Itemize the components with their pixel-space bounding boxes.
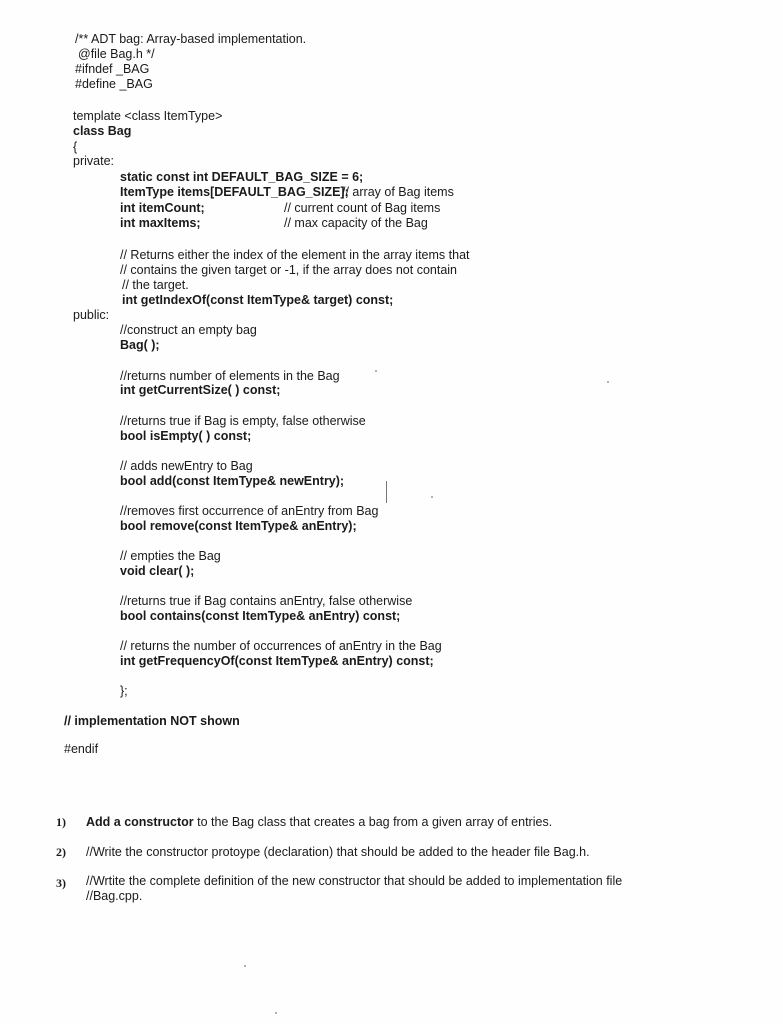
- getindex-comment-2: // contains the given target or -1, if the array does not contain: [120, 263, 457, 277]
- define-directive: #define _BAG: [75, 77, 153, 91]
- getindex-declaration: int getIndexOf(const ItemType& target) const;: [122, 293, 394, 307]
- question-3-text-line-2: //Bag.cpp.: [86, 889, 143, 903]
- isempty-declaration: bool isEmpty( ) const;: [120, 429, 252, 443]
- question-3-number: 3): [56, 876, 66, 890]
- ctor-declaration: Bag( );: [120, 338, 160, 352]
- doc-comment-line-1: /** ADT bag: Array-based implementation.: [75, 32, 307, 46]
- getindex-comment-1: // Returns either the index of the element in the array items that: [120, 248, 470, 262]
- endif-directive: #endif: [64, 742, 99, 756]
- items-comment: // array of Bag items: [342, 185, 454, 199]
- question-1-lead: Add a constructor: [86, 815, 194, 829]
- implementation-note: // implementation NOT shown: [64, 714, 240, 728]
- question-1-body: to the Bag class that creates a bag from a given array of entries.: [193, 815, 553, 829]
- size-declaration: int getCurrentSize( ) const;: [120, 383, 281, 397]
- size-comment: //returns number of elements in the Bag: [120, 369, 340, 383]
- scan-speck: [244, 965, 246, 967]
- itemcount-comment: // current count of Bag items: [284, 201, 441, 215]
- const-bag-size: static const int DEFAULT_BAG_SIZE = 6;: [120, 170, 364, 184]
- question-3-text-line-1: //Wrtite the complete definition of the new constructor that should be added to implementation file: [86, 874, 623, 888]
- maxitems-comment: // max capacity of the Bag: [284, 216, 428, 230]
- scan-speck: [275, 1012, 277, 1014]
- isempty-comment: //returns true if Bag is empty, false otherwise: [120, 414, 366, 428]
- private-label: private:: [73, 154, 114, 168]
- open-brace: {: [73, 140, 78, 154]
- remove-comment: //removes first occurrence of anEntry from Bag: [120, 504, 379, 518]
- template-line: template <class ItemType>: [73, 109, 223, 123]
- items-declaration: ItemType items[DEFAULT_BAG_SIZE];: [120, 185, 349, 199]
- remove-declaration: bool remove(const ItemType& anEntry);: [120, 519, 357, 533]
- public-label: public:: [73, 308, 110, 322]
- close-brace: };: [120, 684, 128, 698]
- contains-declaration: bool contains(const ItemType& anEntry) const;: [120, 609, 401, 623]
- maxitems-declaration: int maxItems;: [120, 216, 201, 230]
- frequency-declaration: int getFrequencyOf(const ItemType& anEntry) const;: [120, 654, 434, 668]
- scan-speck: [375, 370, 377, 372]
- add-declaration: bool add(const ItemType& newEntry);: [120, 474, 345, 488]
- question-1-text: [86, 815, 552, 830]
- scan-speck: [607, 381, 609, 383]
- scan-mark: [386, 481, 387, 503]
- doc-comment-line-2: @file Bag.h */: [78, 47, 155, 61]
- add-comment: // adds newEntry to Bag: [120, 459, 253, 473]
- getindex-comment-3: // the target.: [122, 278, 189, 292]
- ctor-comment: //construct an empty bag: [120, 323, 257, 337]
- class-line: class Bag: [73, 124, 132, 138]
- clear-comment: // empties the Bag: [120, 549, 221, 563]
- question-2-text: //Write the constructor protoype (declaration) that should be added to the header file Bag.h.: [86, 845, 590, 859]
- question-1-number: 1): [56, 815, 66, 829]
- ifndef-directive: #ifndef _BAG: [75, 62, 150, 76]
- itemcount-declaration: int itemCount;: [120, 201, 205, 215]
- frequency-comment: // returns the number of occurrences of anEntry in the Bag: [120, 639, 442, 653]
- question-2-number: 2): [56, 845, 66, 859]
- scan-speck: [431, 496, 433, 498]
- clear-declaration: void clear( );: [120, 564, 195, 578]
- contains-comment: //returns true if Bag contains anEntry, false otherwise: [120, 594, 413, 608]
